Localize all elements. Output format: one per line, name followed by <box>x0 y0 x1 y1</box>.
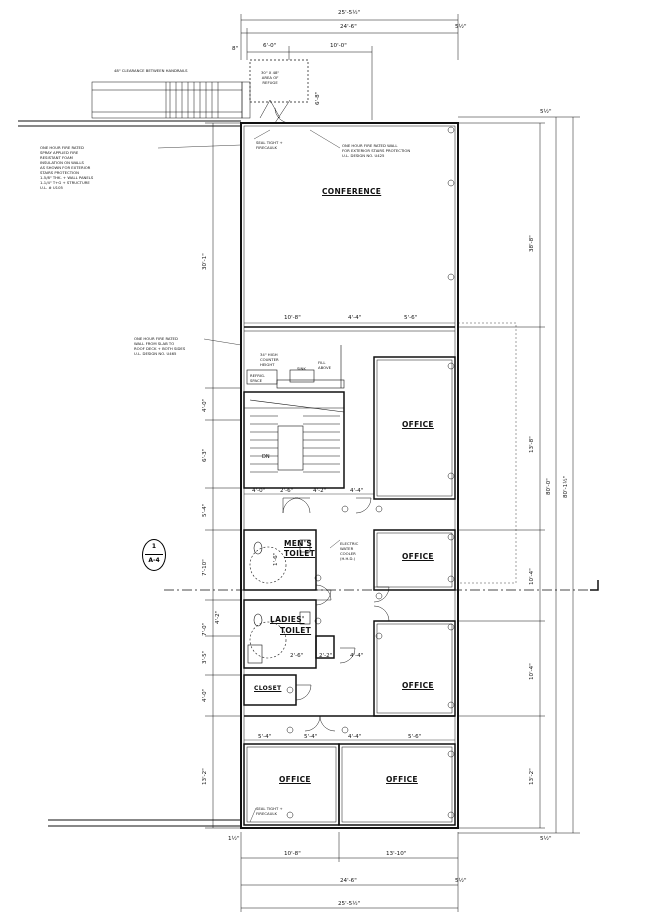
dim-stair-4-2: 4'-2" <box>313 488 327 494</box>
room-ladies-toilet-line2: TOILET <box>280 626 312 635</box>
dim-conf-4-4: 4'-4" <box>348 315 362 321</box>
dim-toilet-2-2: 2'-2" <box>319 653 333 659</box>
dim-top-inner: 24'-6" <box>340 24 357 30</box>
dim-conf-10-8: 10'-8" <box>284 315 301 321</box>
dim-stair-4-4: 4'-4" <box>350 488 364 494</box>
interior-stair <box>244 392 344 488</box>
dim-right-top-5half: 5½" <box>540 109 552 115</box>
note-spray-foam: ONE HOUR FIRE RATED SPRAY APPLIED FIRE RESISTANT FOAM INSULATION ON WALLS AS SHOWN FOR EXTERIOR STAIRS PROTECTION 1-5/8" THK. + WALL PANELS 1-1/4" T+G + STRUCTURE U.L. # U105 <box>40 145 94 190</box>
dim-lobby-5-6: 5'-6" <box>408 734 422 740</box>
room-mens-toilet-line2: TOILET <box>284 549 316 558</box>
dim-bot-left-small: 1½" <box>228 836 240 842</box>
dim-left-5-4: 5'-4" <box>202 503 208 517</box>
section-sheet: A-4 <box>148 557 160 564</box>
dim-toilet-4-4: 4'-4" <box>350 653 364 659</box>
note-seal-bottom: SEAL TIGHT + FIRECAULK <box>256 806 283 816</box>
room-office-bottom-left: OFFICE <box>279 775 311 784</box>
note-handrail-clearance: 48" CLEARANCE BETWEEN HANDRAILS <box>114 68 188 73</box>
dim-right-80-11: 80'-1½" <box>563 475 569 498</box>
note-stair-down: DN <box>262 454 270 460</box>
dim-right-13-8: 13'-8" <box>529 436 535 453</box>
dim-top-left-small: 8" <box>232 46 239 52</box>
dim-left-7-0: 7'-0" <box>202 622 208 636</box>
room-mens-toilet-line1: MEN'S <box>284 539 313 548</box>
room-office-bottom-right: OFFICE <box>386 775 418 784</box>
dim-left-6-3: 6'-3" <box>202 448 208 462</box>
dim-bot-24-6: 24'-6" <box>340 878 357 884</box>
room-office-middle: OFFICE <box>402 552 434 561</box>
dim-lobby-4-4: 4'-4" <box>348 734 362 740</box>
note-fill-above: FILL ABOVE <box>318 360 332 370</box>
dim-bot-10-8: 10'-8" <box>284 851 301 857</box>
dim-stair-4-0: 4'-0" <box>252 488 266 494</box>
note-water-cooler: ELECTRIC WATER COOLER (H.H.D.) <box>340 541 359 561</box>
door-tags <box>287 127 454 818</box>
exterior-walls <box>241 123 458 828</box>
dim-top-right-small: 5½" <box>455 24 467 30</box>
left-dimension-lines <box>202 123 241 828</box>
right-dimension-lines <box>458 117 580 833</box>
room-office-lower: OFFICE <box>402 681 434 690</box>
note-fire-rated-wall-mid: ONE HOUR FIRE RATED WALL FROM SLAB TO ROOF DECK + BOTH SIDES U.L. DESIGN NO. U465 <box>134 336 186 356</box>
dim-lobby-5-4b: 5'-4" <box>304 734 318 740</box>
dim-left-4-0a: 4'-0" <box>202 398 208 412</box>
dim-right-38-8: 38'-8" <box>529 235 535 252</box>
dim-top-6ft: 6'-0" <box>263 43 277 49</box>
dim-conf-5-6: 5'-6" <box>404 315 418 321</box>
note-area-of-refuge: 30" X 48" AREA OF REFUGE <box>261 70 280 85</box>
dim-left-13-2: 13'-2" <box>202 768 208 785</box>
room-office-upper: OFFICE <box>402 420 434 429</box>
dim-toilet-2-6: 2'-6" <box>290 653 304 659</box>
dim-bot-right-small: 5½" <box>455 878 467 884</box>
dim-left-3-5: 3'-5" <box>202 650 208 664</box>
dim-right-5half-bottom: 5½" <box>540 836 552 842</box>
bottom-dimension-lines <box>241 832 458 912</box>
dim-right-10-4b: 10'-4" <box>529 663 535 680</box>
section-number: 1 <box>151 543 157 550</box>
section-marker <box>142 539 166 571</box>
note-refrig-space: REFRIG. SPACE <box>250 373 266 383</box>
dim-left-1-6: 1'-6" <box>273 552 279 566</box>
dim-left-4-2: 4'-2" <box>215 610 221 624</box>
dim-right-13-2: 13'-2" <box>529 768 535 785</box>
note-fire-rated-wall-top: ONE HOUR FIRE RATED WALL FOR EXTERIOR STAIRS PROTECTION U.L. DESIGN NO. U425 <box>342 143 411 158</box>
note-counter-height: 34" HIGH COUNTER HEIGHT <box>260 352 279 367</box>
dim-right-10-4a: 10'-4" <box>529 568 535 585</box>
dim-left-7-10: 7'-10" <box>202 559 208 576</box>
room-conference: CONFERENCE <box>322 187 382 196</box>
dim-left-4-0b: 4'-0" <box>202 688 208 702</box>
section-divider <box>145 554 163 555</box>
dim-right-80-0: 80'-0" <box>546 478 552 495</box>
dim-lobby-5-4a: 5'-4" <box>258 734 272 740</box>
dim-stair-2-6: 2'-6" <box>280 488 294 494</box>
note-sink: SINK <box>297 366 306 371</box>
dim-bot-overall: 25'-5½" <box>338 901 361 907</box>
dim-top-overall: 25'-5½" <box>338 10 361 16</box>
dim-top-10ft: 10'-0" <box>330 43 347 49</box>
room-closet: CLOSET <box>254 685 282 692</box>
dim-left-30-1: 30'-1" <box>202 253 208 270</box>
dim-stair-6-8: 6'-8" <box>315 91 321 105</box>
room-ladies-toilet-line1: LADIES' <box>270 615 305 624</box>
dim-bot-13-10: 13'-10" <box>386 851 407 857</box>
exterior-stair <box>18 82 250 126</box>
door-swings <box>275 108 389 731</box>
note-seal-top: SEAL TIGHT + FIRECAULK <box>256 140 283 150</box>
